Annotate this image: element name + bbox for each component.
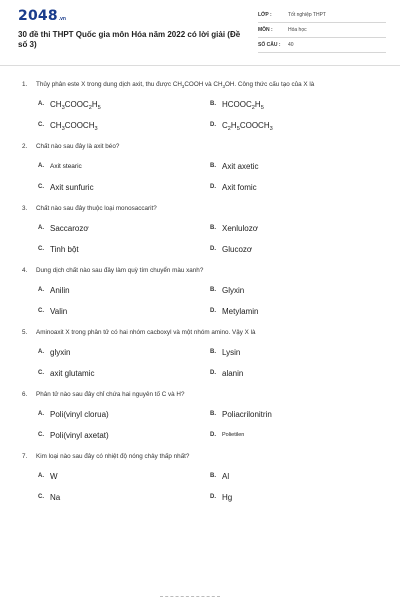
option-text: Anilin [50, 285, 70, 295]
question-stem: Phân tử nào sau đây chỉ chứa hai nguyên tố C và H? [36, 391, 185, 398]
option-text: Glucozơ [222, 244, 253, 254]
option-text: Hg [222, 492, 233, 502]
option-letter: B. [210, 287, 216, 293]
option-letter: D. [210, 308, 216, 314]
option-letter: A. [38, 473, 44, 479]
answer-option[interactable] [38, 491, 210, 503]
answer-option[interactable] [38, 346, 210, 358]
option-letter: B. [210, 225, 216, 231]
question-3 [22, 204, 382, 255]
answer-option[interactable] [210, 181, 380, 193]
document-meta [258, 8, 386, 65]
option-letter: A. [38, 225, 44, 231]
question-stem: Chất nào sau đây thuộc loại monosaccarit? [36, 205, 157, 212]
option-text: $CH_3COOC_2H_5$ [50, 99, 101, 111]
question-7 [22, 452, 382, 503]
option-text: Metylamin [222, 306, 259, 316]
answer-option[interactable] [38, 470, 210, 482]
option-text: Glyxin [222, 285, 245, 295]
answer-option[interactable] [210, 346, 380, 358]
answer-option[interactable] [38, 181, 210, 193]
meta-key: SỐ CÂU : [258, 42, 281, 48]
option-text: Poliacrilonitrin [222, 409, 272, 419]
option-text: Axit fomic [222, 182, 257, 192]
option-text: Axit stearic [50, 162, 82, 170]
logo-suffix: .vn [58, 16, 66, 22]
meta-value: Tốt nghiệp THPT [288, 12, 326, 18]
answer-options [22, 98, 382, 131]
option-text: W [50, 471, 58, 481]
answer-option[interactable] [210, 222, 380, 234]
header-left [18, 8, 248, 65]
meta-value: 40 [288, 42, 294, 48]
option-text: Polietilen [222, 432, 245, 438]
option-text: glyxin [50, 347, 71, 357]
answer-option[interactable] [38, 243, 210, 255]
meta-value: Hóa học [288, 27, 307, 33]
answer-option[interactable] [38, 284, 210, 296]
option-letter: B. [210, 101, 216, 107]
option-text: Lysin [222, 347, 241, 357]
option-text: Xenlulozơ [222, 223, 258, 233]
logo-text: 2048 [18, 8, 58, 24]
option-letter: D. [210, 494, 216, 500]
answer-option[interactable] [210, 491, 380, 503]
answer-option[interactable] [210, 243, 380, 255]
answer-options [22, 470, 382, 503]
option-text: Na [50, 492, 61, 502]
question-1 [22, 80, 382, 131]
answer-options [22, 160, 382, 193]
option-letter: C. [38, 308, 44, 314]
answer-option[interactable] [38, 222, 210, 234]
option-letter: D. [210, 122, 216, 128]
question-number: 2. [22, 143, 28, 150]
answer-option[interactable] [38, 98, 210, 110]
question-stem: Chất nào sau đây là axit béo? [36, 143, 120, 150]
option-letter: B. [210, 473, 216, 479]
option-text: Axit axetic [222, 161, 259, 171]
answer-option[interactable] [38, 160, 210, 172]
question-number: 4. [22, 267, 28, 274]
meta-key: MÔN : [258, 27, 273, 33]
answer-option[interactable] [210, 429, 380, 441]
answer-option[interactable] [210, 284, 380, 296]
option-text: $CH_3COOCH_3$ [50, 120, 98, 132]
question-text [22, 452, 382, 462]
option-letter: A. [38, 287, 44, 293]
question-text [22, 328, 382, 338]
question-text [22, 266, 382, 276]
document-title: 30 đề thi THPT Quốc gia môn Hóa năm 2022 có lời giải (Đề số 3) [18, 30, 241, 49]
option-text: Axit sunfuric [50, 182, 94, 192]
answer-option[interactable] [210, 160, 380, 172]
question-number: 3. [22, 205, 28, 212]
option-text: $C_2H_5COOCH_3$ [222, 120, 273, 132]
question-4 [22, 266, 382, 317]
page-header [0, 0, 400, 66]
option-text: Poli(vinyl clorua) [50, 409, 109, 419]
option-letter: B. [210, 411, 216, 417]
page-divider [160, 596, 220, 599]
answer-options [22, 408, 382, 441]
option-text: axit glutamic [50, 368, 95, 378]
question-list [0, 66, 400, 503]
option-letter: D. [210, 246, 216, 252]
question-stem: Aminoaxit X trong phân tử có hai nhóm cacboxyl và một nhóm amino. Vậy X là [36, 329, 256, 336]
option-letter: A. [38, 163, 44, 169]
question-6 [22, 390, 382, 441]
option-letter: A. [38, 411, 44, 417]
answer-option[interactable] [210, 408, 380, 420]
question-stem: Kim loại nào sau đây có nhiệt độ nóng chảy thấp nhất? [36, 453, 190, 460]
option-letter: C. [38, 122, 44, 128]
answer-options [22, 346, 382, 379]
question-number: 1. [22, 81, 28, 88]
question-stem: Dung dịch chất nào sau đây làm quỳ tím chuyển màu xanh? [36, 267, 204, 274]
option-letter: C. [38, 432, 44, 438]
answer-options [22, 222, 382, 255]
option-letter: C. [38, 370, 44, 376]
option-letter: A. [38, 349, 44, 355]
question-number: 6. [22, 391, 28, 398]
question-stem: Thủy phân este X trong dung dịch axit, thu được $CH_3COOH$ và $CH_3OH$. Công thức cấu tạo của X là [36, 81, 315, 89]
question-text [22, 204, 382, 214]
question-text [22, 390, 382, 400]
answer-options [22, 284, 382, 317]
answer-option[interactable] [38, 305, 210, 317]
option-text: alanin [222, 368, 244, 378]
option-letter: A. [38, 101, 44, 107]
option-letter: C. [38, 246, 44, 252]
question-5 [22, 328, 382, 379]
meta-row-count [258, 38, 386, 53]
answer-option[interactable] [210, 305, 380, 317]
meta-row-subject [258, 23, 386, 38]
option-letter: B. [210, 163, 216, 169]
answer-option[interactable] [210, 119, 380, 131]
question-text [22, 80, 382, 90]
option-text: Valin [50, 306, 68, 316]
option-text: Al [222, 471, 230, 481]
option-text: Poli(vinyl axetat) [50, 430, 109, 440]
answer-option[interactable] [210, 98, 380, 110]
answer-option[interactable] [38, 408, 210, 420]
option-text: Saccarozơ [50, 223, 89, 233]
option-letter: D. [210, 370, 216, 376]
question-number: 5. [22, 329, 28, 336]
meta-row-class [258, 8, 386, 23]
option-letter: D. [210, 432, 216, 438]
answer-option[interactable] [210, 367, 380, 379]
site-logo[interactable] [18, 8, 248, 24]
question-number: 7. [22, 453, 28, 460]
meta-key: LỚP : [258, 12, 272, 18]
answer-option[interactable] [210, 470, 380, 482]
option-letter: B. [210, 349, 216, 355]
option-letter: C. [38, 494, 44, 500]
question-text [22, 142, 382, 152]
option-letter: D. [210, 184, 216, 190]
option-text: Tinh bột [50, 244, 79, 254]
answer-option[interactable] [38, 367, 210, 379]
option-text: $HCOOC_2H_5$ [222, 99, 264, 111]
answer-option[interactable] [38, 429, 210, 441]
question-2 [22, 142, 382, 193]
answer-option[interactable] [38, 119, 210, 131]
option-letter: C. [38, 184, 44, 190]
